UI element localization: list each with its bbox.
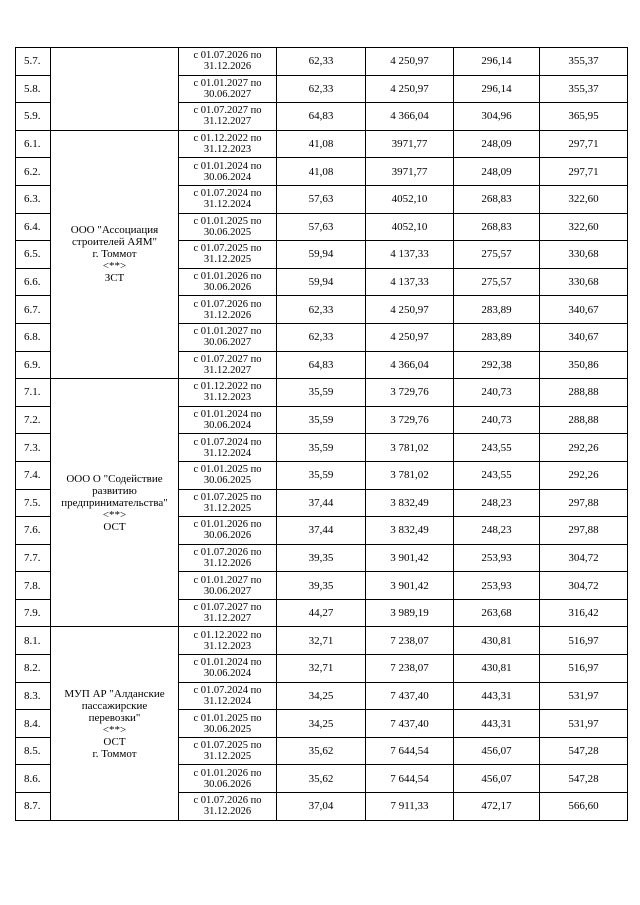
organization-name-line: строителей АЯМ" [72,236,157,249]
row-number: 7.9. [16,599,51,627]
value-c2: 7 437,40 [366,710,454,738]
value-c1: 37,44 [277,489,366,517]
value-c1: 64,83 [277,351,366,379]
value-c4: 288,88 [540,379,628,407]
period-from: с 01.01.2026 по [193,767,262,779]
table-row [16,48,628,76]
value-c2: 4 250,97 [366,323,454,351]
row-number: 6.5. [16,241,51,269]
period-to: 31.12.2023 [203,640,252,652]
row-number: 8.3. [16,682,51,710]
period-from: с 01.01.2026 по [193,271,262,283]
row-number: 5.8. [16,75,51,103]
row-number: 6.9. [16,351,51,379]
value-c4: 340,67 [540,296,628,324]
organization-name-line: предпринимательства" [61,496,168,509]
period-cell [179,572,277,600]
value-c4: 350,86 [540,351,628,379]
value-c2: 3 832,49 [366,489,454,517]
period-cell [179,793,277,821]
organization-name-line: ООО О "Содействие [66,472,163,485]
value-c4: 355,37 [540,75,628,103]
row-number: 5.9. [16,103,51,131]
row-number: 7.4. [16,461,51,489]
period-cell [179,241,277,269]
period-cell [179,351,277,379]
period-to: 31.12.2024 [203,695,252,707]
period-cell [179,434,277,462]
row-number: 6.2. [16,158,51,186]
value-c1: 41,08 [277,158,366,186]
value-c1: 37,04 [277,793,366,821]
value-c1: 62,33 [277,48,366,76]
value-c4: 340,67 [540,323,628,351]
value-c3: 472,17 [454,793,540,821]
period-to: 31.12.2026 [203,806,252,818]
period-cell [179,655,277,683]
period-to: 30.06.2026 [203,282,252,294]
period-cell [179,130,277,158]
value-c4: 297,88 [540,517,628,545]
value-c1: 44,27 [277,599,366,627]
value-c2: 3 901,42 [366,544,454,572]
value-c1: 35,59 [277,434,366,462]
period-cell [179,737,277,765]
row-number: 6.6. [16,268,51,296]
value-c3: 248,09 [454,158,540,186]
organization-name-line: ОСТ [103,735,126,748]
period-from: с 01.01.2027 по [193,326,262,338]
period-cell [179,323,277,351]
period-from: с 01.07.2027 по [193,602,262,614]
row-number: 8.7. [16,793,51,821]
organization-name-line: пассажирские [81,699,148,712]
period-to: 30.06.2025 [203,723,252,735]
value-c2: 3 781,02 [366,434,454,462]
period-to: 30.06.2024 [203,171,252,183]
period-from: с 01.07.2025 по [193,740,262,752]
row-number: 7.5. [16,489,51,517]
value-c3: 268,83 [454,213,540,241]
period-cell [179,406,277,434]
row-number: 8.1. [16,627,51,655]
value-c4: 547,28 [540,765,628,793]
period-from: с 01.07.2027 по [193,353,262,365]
period-from: с 01.01.2025 по [193,464,262,476]
period-to: 30.06.2024 [203,668,252,680]
value-c4: 566,60 [540,793,628,821]
organization-name-line: развитию [92,484,137,497]
value-c3: 243,55 [454,461,540,489]
row-number: 5.7. [16,48,51,76]
value-c4: 316,42 [540,599,628,627]
value-c1: 32,71 [277,655,366,683]
value-c1: 59,94 [277,268,366,296]
period-to: 31.12.2025 [203,751,252,763]
value-c4: 531,97 [540,682,628,710]
value-c3: 443,31 [454,682,540,710]
period-from: с 01.12.2022 по [193,381,262,393]
organization-cell [51,627,179,820]
period-from: с 01.01.2025 по [193,215,262,227]
period-to: 31.12.2027 [203,364,252,376]
period-to: 31.12.2025 [203,254,252,266]
period-to: 31.12.2026 [203,61,252,73]
value-c2: 3971,77 [366,130,454,158]
value-c3: 430,81 [454,627,540,655]
organization-name-line: г. Томмот [92,248,137,261]
row-number: 6.7. [16,296,51,324]
value-c1: 35,59 [277,461,366,489]
value-c3: 243,55 [454,434,540,462]
period-cell [179,213,277,241]
period-cell [179,75,277,103]
value-c1: 35,59 [277,379,366,407]
value-c3: 292,38 [454,351,540,379]
period-from: с 01.12.2022 по [193,629,262,641]
period-from: с 01.07.2026 по [193,546,262,558]
value-c2: 7 238,07 [366,655,454,683]
value-c3: 456,07 [454,737,540,765]
value-c1: 34,25 [277,682,366,710]
period-cell [179,544,277,572]
row-number: 8.6. [16,765,51,793]
value-c4: 322,60 [540,213,628,241]
row-number: 6.1. [16,130,51,158]
value-c2: 4 250,97 [366,296,454,324]
value-c1: 59,94 [277,241,366,269]
period-to: 31.12.2026 [203,309,252,321]
value-c1: 57,63 [277,185,366,213]
organization-name-line: МУП АР "Алданские [64,687,165,700]
value-c3: 443,31 [454,710,540,738]
value-c3: 283,89 [454,296,540,324]
row-number: 6.4. [16,213,51,241]
period-cell [179,765,277,793]
value-c4: 288,88 [540,406,628,434]
value-c2: 3 901,42 [366,572,454,600]
organization-cell [51,130,179,378]
value-c3: 263,68 [454,599,540,627]
value-c4: 516,97 [540,655,628,683]
value-c4: 355,37 [540,48,628,76]
row-number: 8.5. [16,737,51,765]
tariff-table-body [16,48,628,821]
value-c3: 253,93 [454,544,540,572]
value-c3: 456,07 [454,765,540,793]
organization-name-line: <**> [102,508,127,521]
row-number: 8.2. [16,655,51,683]
value-c2: 4052,10 [366,213,454,241]
period-to: 31.12.2023 [203,144,252,156]
value-c4: 365,95 [540,103,628,131]
period-cell [179,461,277,489]
value-c1: 64,83 [277,103,366,131]
value-c4: 330,68 [540,241,628,269]
period-from: с 01.07.2024 по [193,684,262,696]
row-number: 7.2. [16,406,51,434]
value-c3: 430,81 [454,655,540,683]
value-c1: 32,71 [277,627,366,655]
organization-name-line: ОСТ [103,520,126,533]
period-cell [179,296,277,324]
period-from: с 01.01.2024 по [193,160,262,172]
value-c4: 330,68 [540,268,628,296]
value-c3: 253,93 [454,572,540,600]
period-to: 30.06.2027 [203,585,252,597]
tariff-table [15,47,628,821]
period-cell [179,517,277,545]
table-row [16,379,628,407]
period-cell [179,379,277,407]
period-to: 31.12.2026 [203,557,252,569]
period-to: 31.12.2025 [203,502,252,514]
value-c1: 57,63 [277,213,366,241]
value-c1: 35,62 [277,737,366,765]
organization-cell [51,48,179,131]
period-from: с 01.07.2025 по [193,243,262,255]
period-to: 31.12.2024 [203,199,252,211]
organization-name-line: перевозки" [88,711,141,724]
period-cell [179,710,277,738]
period-cell [179,599,277,627]
period-from: с 01.01.2024 по [193,409,262,421]
value-c3: 240,73 [454,379,540,407]
period-from: с 01.12.2022 по [193,133,262,145]
value-c2: 4 366,04 [366,351,454,379]
value-c4: 304,72 [540,572,628,600]
row-number: 7.3. [16,434,51,462]
row-number: 6.8. [16,323,51,351]
value-c2: 4 250,97 [366,75,454,103]
period-from: с 01.07.2026 по [193,795,262,807]
period-to: 30.06.2026 [203,530,252,542]
table-row [16,130,628,158]
period-from: с 01.01.2026 по [193,519,262,531]
period-cell [179,103,277,131]
value-c1: 39,35 [277,572,366,600]
value-c3: 275,57 [454,241,540,269]
value-c2: 7 437,40 [366,682,454,710]
period-cell [179,682,277,710]
row-number: 7.1. [16,379,51,407]
value-c3: 240,73 [454,406,540,434]
period-from: с 01.01.2027 по [193,77,262,89]
value-c4: 292,26 [540,461,628,489]
value-c2: 3 832,49 [366,517,454,545]
value-c1: 62,33 [277,323,366,351]
value-c3: 304,96 [454,103,540,131]
value-c1: 39,35 [277,544,366,572]
row-number: 7.6. [16,517,51,545]
period-from: с 01.07.2026 по [193,50,262,62]
value-c1: 35,62 [277,765,366,793]
period-to: 31.12.2024 [203,447,252,459]
value-c4: 516,97 [540,627,628,655]
value-c1: 62,33 [277,296,366,324]
value-c3: 248,23 [454,517,540,545]
value-c2: 3971,77 [366,158,454,186]
value-c2: 3 729,76 [366,379,454,407]
value-c3: 283,89 [454,323,540,351]
value-c2: 3 729,76 [366,406,454,434]
value-c3: 248,23 [454,489,540,517]
value-c2: 7 644,54 [366,737,454,765]
period-cell [179,489,277,517]
row-number: 7.8. [16,572,51,600]
value-c2: 3 781,02 [366,461,454,489]
value-c4: 297,71 [540,158,628,186]
period-from: с 01.07.2027 по [193,105,262,117]
value-c2: 4 366,04 [366,103,454,131]
period-to: 30.06.2027 [203,88,252,100]
period-cell [179,48,277,76]
value-c4: 297,71 [540,130,628,158]
period-from: с 01.07.2026 по [193,298,262,310]
organization-name-line: г. Томмот [92,747,137,760]
organization-name-line: ЗСТ [104,272,125,285]
period-to: 30.06.2026 [203,778,252,790]
row-number: 6.3. [16,185,51,213]
value-c2: 3 989,19 [366,599,454,627]
period-from: с 01.07.2024 по [193,188,262,200]
period-cell [179,158,277,186]
period-to: 30.06.2024 [203,420,252,432]
period-cell [179,627,277,655]
organization-name-line: <**> [102,260,127,273]
period-to: 31.12.2027 [203,613,252,625]
value-c3: 268,83 [454,185,540,213]
value-c2: 4 137,33 [366,241,454,269]
row-number: 7.7. [16,544,51,572]
value-c1: 37,44 [277,517,366,545]
value-c1: 34,25 [277,710,366,738]
value-c1: 35,59 [277,406,366,434]
value-c3: 296,14 [454,48,540,76]
table-row [16,627,628,655]
value-c3: 296,14 [454,75,540,103]
value-c4: 322,60 [540,185,628,213]
value-c2: 7 644,54 [366,765,454,793]
value-c1: 62,33 [277,75,366,103]
value-c3: 248,09 [454,130,540,158]
row-number: 8.4. [16,710,51,738]
value-c2: 7 238,07 [366,627,454,655]
organization-cell [51,379,179,627]
value-c4: 547,28 [540,737,628,765]
organization-name-line: <**> [102,723,127,736]
value-c1: 41,08 [277,130,366,158]
value-c2: 4 137,33 [366,268,454,296]
period-from: с 01.01.2024 по [193,657,262,669]
period-to: 31.12.2023 [203,392,252,404]
value-c3: 275,57 [454,268,540,296]
value-c2: 4052,10 [366,185,454,213]
period-to: 30.06.2027 [203,337,252,349]
period-cell [179,268,277,296]
value-c4: 531,97 [540,710,628,738]
organization-name-line: ООО "Ассоциация [70,224,159,237]
period-to: 30.06.2025 [203,475,252,487]
period-from: с 01.01.2025 по [193,712,262,724]
value-c4: 297,88 [540,489,628,517]
value-c4: 292,26 [540,434,628,462]
period-cell [179,185,277,213]
period-from: с 01.07.2024 по [193,436,262,448]
period-from: с 01.01.2027 по [193,574,262,586]
period-to: 31.12.2027 [203,116,252,128]
period-from: с 01.07.2025 по [193,491,262,503]
value-c4: 304,72 [540,544,628,572]
value-c2: 4 250,97 [366,48,454,76]
value-c2: 7 911,33 [366,793,454,821]
period-to: 30.06.2025 [203,226,252,238]
